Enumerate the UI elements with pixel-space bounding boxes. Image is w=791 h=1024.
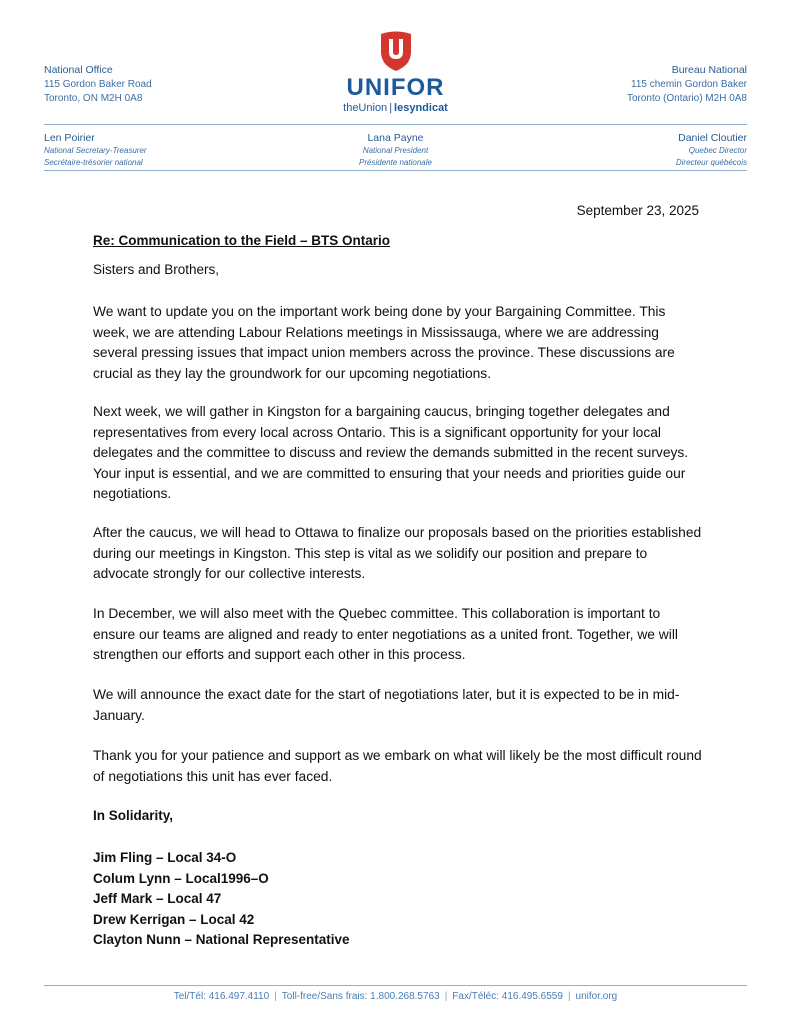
signatory: Drew Kerrigan – Local 42 xyxy=(93,911,255,927)
logo-tag-sep: | xyxy=(389,102,393,114)
footer-tollfree: Toll-free/Sans frais: 1.800.268.5763 xyxy=(281,991,440,1002)
footer-separator: | xyxy=(274,991,277,1002)
letter-salutation: Sisters and Brothers, xyxy=(93,262,220,277)
footer-phone: Tel/Tél: 416.497.4110 xyxy=(173,991,270,1002)
national-office-title: National Office xyxy=(44,64,113,76)
paragraph-negotiation-date: We will announce the exact date for the start of negotiations later, but it is expected to be in mid-January. xyxy=(93,687,680,723)
letter-date: September 23, 2025 xyxy=(576,203,699,218)
header-divider-top xyxy=(44,124,747,125)
bureau-national-title: Bureau National xyxy=(671,64,747,76)
officer-president xyxy=(0,131,791,168)
bureau-national-line1: 115 chemin Gordon Baker xyxy=(631,78,747,90)
footer-separator: | xyxy=(444,991,448,1002)
bureau-national-line2: Toronto (Ontario) M2H 0A8 xyxy=(626,93,747,104)
officer-role-en: National President xyxy=(362,146,429,155)
logo-tag-fr: lesyndicat xyxy=(394,102,448,114)
paragraph-ottawa-proposals: After the caucus, we will head to Ottawa to finalize our proposals based on the priorities established during our meetings in Kingston. This step is vital as we solidify our position and prepare to advocate strongly for our collective interests. xyxy=(93,525,702,581)
officer-role-en: Quebec Director xyxy=(688,146,747,155)
officer-role-fr: Secrétaire-trésorier national xyxy=(44,157,143,167)
officer-role-fr: Directeur québécois xyxy=(675,157,747,167)
logo-tag-en: theUnion xyxy=(343,102,388,114)
officer-role-fr: Présidente nationale xyxy=(359,157,432,167)
bureau-national-address xyxy=(627,63,747,107)
officer-name: Lana Payne xyxy=(367,132,424,144)
paragraph-bargaining-update: We want to update you on the important work being done by your Bargaining Committee. This week, we are attending Labour Relations meetings in Mississauga, where we are addressing several pressing issues that impact union members across the province. These discussions are crucial as they lay the groundwork for our upcoming negotiations. xyxy=(93,304,675,381)
footer-website-link[interactable]: unifor.org xyxy=(575,991,618,1002)
officer-role-en: National Secretary-Treasurer xyxy=(44,146,147,155)
unifor-shield-icon xyxy=(379,30,413,72)
officer-quebec-director xyxy=(676,131,747,168)
header-divider-bottom xyxy=(44,170,747,171)
paragraph-quebec-committee: In December, we will also meet with the Quebec committee. This collaboration is important to ensure our teams are aligned and ready to enter negotiations as a united front. Together, we will strengthen our efforts and support each other in this process. xyxy=(93,606,678,662)
officer-name: Len Poirier xyxy=(44,132,95,144)
logo-wordmark: UNIFOR xyxy=(346,74,445,101)
signatory: Jim Fling – Local 34-O xyxy=(93,850,237,865)
paragraph-thank-you: Thank you for your patience and support as we embark on what will likely be the most difficult round of negotiations this unit has ever faced. xyxy=(93,748,702,784)
letter-subject: Re: Communication to the Field – BTS Ontario xyxy=(93,233,391,248)
footer-separator: | xyxy=(567,991,571,1002)
officer-name: Daniel Cloutier xyxy=(678,132,747,144)
footer-divider xyxy=(44,985,747,986)
letter-closing: In Solidarity, xyxy=(93,808,174,823)
national-office-line2: Toronto, ON M2H 0A8 xyxy=(44,93,143,104)
signatory: Clayton Nunn – National Representative xyxy=(93,932,350,947)
signatory: Jeff Mark – Local 47 xyxy=(93,891,222,906)
signatory-list xyxy=(93,848,350,951)
footer-contact xyxy=(0,991,791,1002)
footer-fax: Fax/Téléc: 416.495.6559 xyxy=(452,991,563,1002)
paragraph-kingston-caucus: Next week, we will gather in Kingston for a bargaining caucus, bringing together delegates and representatives from every local across Ontario. This is a significant opportunity for your local delegates and the committee to discuss and review the demands submitted in the recent surveys. Your input is essential, and we are committed to ensuring that your needs and priorities guide our negotiations. xyxy=(93,404,689,501)
signatory: Colum Lynn – Local1996–O xyxy=(93,870,269,886)
national-office-line1: 115 Gordon Baker Road xyxy=(44,78,152,90)
